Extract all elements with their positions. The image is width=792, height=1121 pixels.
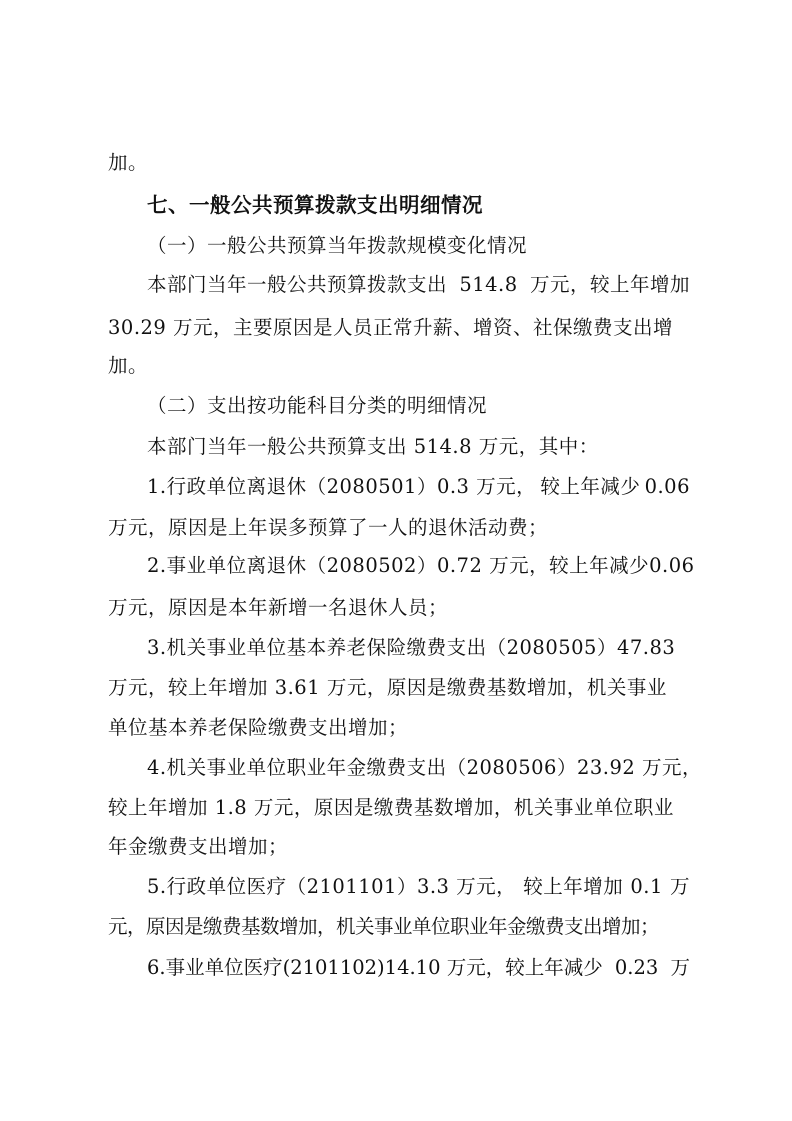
subsection-heading-2: （二）支出按功能科目分类的明细情况 [147, 394, 488, 417]
list-item-1 [147, 477, 690, 497]
paragraph-line: 万元，原因是上年误多预算了一人的退休活动费； [108, 516, 549, 539]
paragraph-line: 本部门当年一般公共预算支出 514.8 万元，其中： [147, 435, 599, 458]
text-segment: 较上年增加 [523, 875, 624, 898]
text-segment: 万 [670, 956, 690, 979]
text-segment: 万元，较上年增加 [529, 273, 690, 296]
text-segment: 6.事业单位医疗(2101102)14.10 万元，较上年减少 [147, 956, 603, 979]
paragraph-line: 较上年增加 1.8 万元，原因是缴费基数增加，机关事业单位职业 [108, 796, 674, 819]
text-segment: 本部门当年一般公共预算拨款支出 [147, 273, 448, 296]
paragraph-line: 元，原因是缴费基数增加，机关事业单位职业年金缴费支出增加； [108, 915, 660, 938]
paragraph-line: 30.29 万元，主要原因是人员正常升薪、增资、社保缴费支出增 [108, 316, 674, 339]
subsection-heading-1: （一）一般公共预算当年拨款规模变化情况 [147, 234, 528, 257]
text-segment: 万 [669, 875, 690, 898]
paragraph-line: 加。 [108, 354, 149, 377]
text-segment: 514.8 [459, 273, 518, 296]
paragraph-line: 单位基本养老保险缴费支出增加； [108, 716, 409, 739]
text-segment: 0.06 [644, 475, 690, 498]
list-item-4: 4.机关事业单位职业年金缴费支出（2080506）23.92 万元， [147, 756, 702, 779]
list-item-2 [147, 554, 695, 577]
text-segment: 较上年减少 [540, 475, 641, 498]
paragraph-line [147, 275, 690, 295]
list-item-5 [147, 877, 690, 897]
text-segment: 0.1 [630, 875, 663, 898]
text-segment: 1.行政单位离退休（2080501）0.3 万元， [147, 475, 537, 498]
text-segment: 0.06 [649, 554, 695, 577]
section-heading: 七、一般公共预算拨款支出明细情况 [147, 193, 483, 217]
text-segment: 0.23 [614, 956, 659, 979]
text-segment: 2.事业单位离退休（2080502）0.72 万元， [147, 554, 550, 577]
list-item-6 [147, 958, 690, 978]
text-segment: 较上年减少 [549, 554, 650, 577]
paragraph-continuation: 加。 [108, 151, 149, 174]
paragraph-line: 万元，较上年增加 3.61 万元，原因是缴费基数增加，机关事业 [108, 676, 667, 699]
text-segment: 5.行政单位医疗（2101101）3.3 万元， [147, 875, 517, 898]
paragraph-line: 年金缴费支出增加； [108, 835, 289, 858]
paragraph-line: 万元，原因是本年新增一名退休人员； [108, 596, 449, 619]
list-item-3: 3.机关事业单位基本养老保险缴费支出（2080505）47.83 [147, 636, 676, 659]
